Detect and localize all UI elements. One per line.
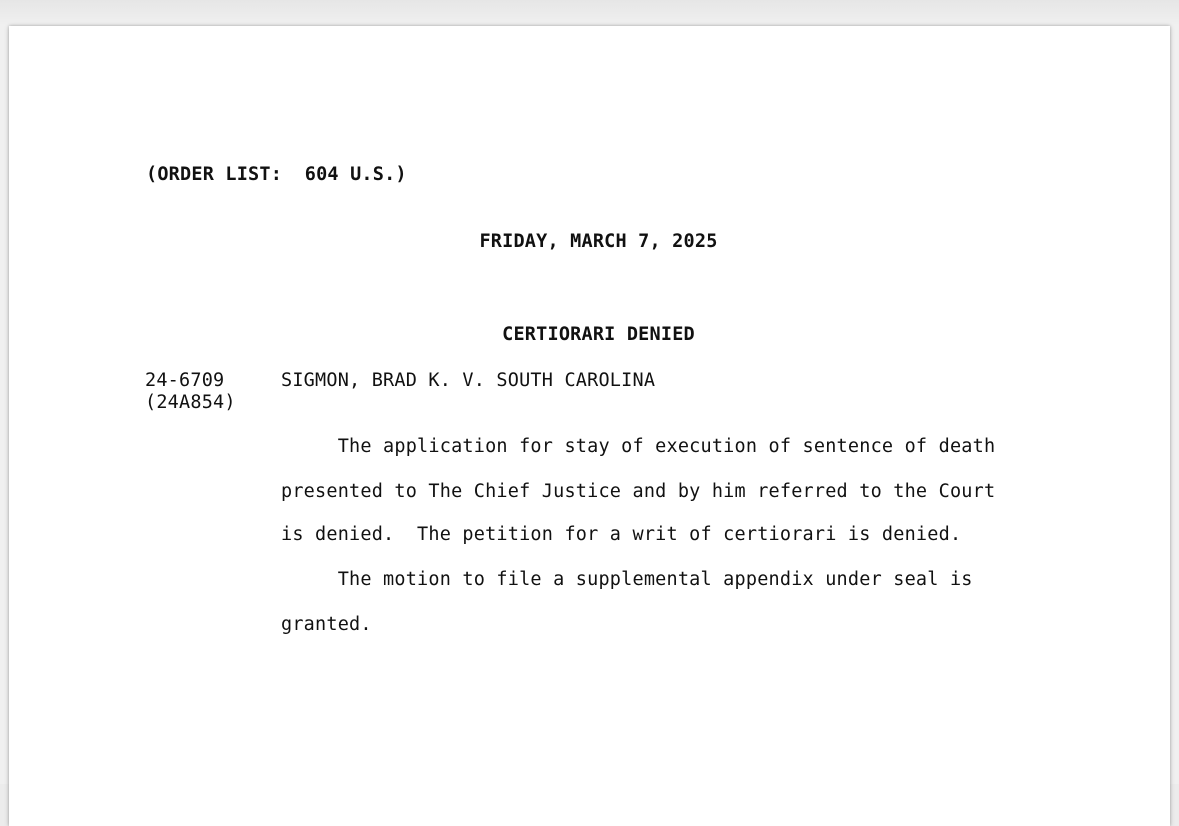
docket-number: 24-6709 [145,370,225,391]
section-heading: CERTIORARI DENIED [502,324,695,345]
case-caption: SIGMON, BRAD K. V. SOUTH CAROLINA [281,370,656,391]
order-list-heading: (ORDER LIST: 604 U.S.) [146,164,407,185]
application-number: (24A854) [145,392,236,413]
order-text-line: The motion to file a supplemental appendix under seal is [281,569,973,590]
document-page [9,26,1170,826]
order-text-line: granted. [281,614,372,635]
order-text-line: is denied. The petition for a writ of certiorari is denied. [281,524,962,545]
order-text-line: presented to The Chief Justice and by him referred to the Court [281,481,996,502]
order-text-line: The application for stay of execution of sentence of death [281,436,996,457]
order-date: FRIDAY, MARCH 7, 2025 [479,231,718,252]
